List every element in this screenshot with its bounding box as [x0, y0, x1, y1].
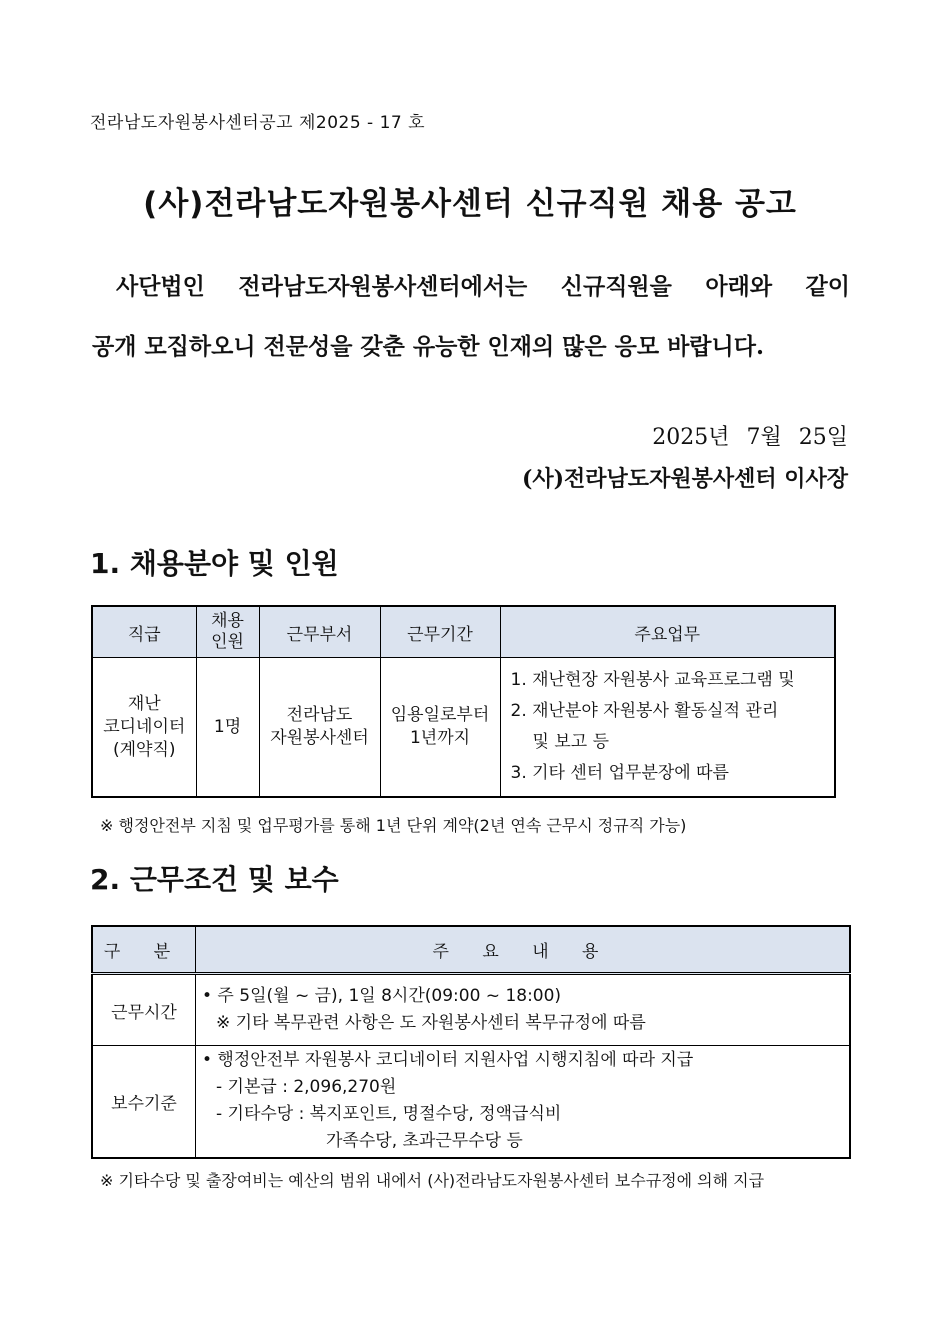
section-2-note: ※ 기타수당 및 출장여비는 예산의 범위 내에서 (사)전라남도자원봉사센터 보수규정에 의해 지급	[100, 1171, 765, 1190]
duty-3: 3. 기타 센터 업무분장에 따름	[510, 763, 729, 783]
recruitment-table	[91, 605, 836, 798]
position-line-1: 재난	[127, 693, 161, 714]
header-content: 주 요 내 용	[196, 926, 851, 974]
section-1-heading: 1. 채용분야 및 인원	[90, 547, 339, 580]
cell-duties	[500, 658, 835, 798]
pay-line-3: - 기타수당 : 복지포인트, 명절수당, 정액급식비	[216, 1104, 562, 1125]
signer: (사)전라남도자원봉사센터 이사장	[521, 466, 848, 492]
duty-1: 1. 재난현장 자원봉사 교육프로그램 및	[510, 670, 795, 690]
page-title: (사)전라남도자원봉사센터 신규직원 채용 공고	[143, 186, 797, 222]
duty-2-continued: 및 보고 등	[532, 732, 609, 752]
cell-period	[380, 658, 500, 798]
header-count-line-1: 채용	[211, 611, 244, 631]
pay-label: 보수기준	[92, 1046, 196, 1158]
announcement-date: 2025년 7월 25일	[652, 425, 848, 450]
notice-number: 전라남도자원봉사센터공고 제2025 - 17 호	[90, 113, 426, 133]
section-1-note: ※ 행정안전부 지침 및 업무평가를 통해 1년 단위 계약(2년 연속 근무시 정규직 가능)	[100, 816, 687, 835]
hours-line-1: • 주 5일(월 ~ 금), 1일 8시간(09:00 ~ 18:00)	[202, 986, 562, 1006]
period-line-2: 1년까지	[409, 728, 471, 748]
pay-line-1: • 행정안전부 자원봉사 코디네이터 지원사업 시행지침에 따라 지급	[202, 1050, 694, 1071]
table-header-row	[92, 606, 835, 658]
section-2-heading: 2. 근무조건 및 보수	[90, 863, 339, 896]
conditions-table	[91, 925, 851, 1159]
header-position: 직급	[92, 606, 196, 658]
table-header-row	[92, 926, 850, 974]
cell-department	[259, 658, 380, 798]
pay-line-2: - 기본급 : 2,096,270원	[216, 1077, 397, 1098]
pay-line-4: 가족수당, 초과근무수당 등	[326, 1131, 523, 1152]
header-department: 근무부서	[259, 606, 380, 658]
header-duties: 주요업무	[500, 606, 835, 658]
table-row	[92, 658, 835, 798]
department-line-2: 자원봉사센터	[270, 728, 369, 748]
duty-2: 2. 재난분야 자원봉사 활동실적 관리	[510, 701, 779, 721]
intro-line-1: 사단법인 전라남도자원봉사센터에서는 신규직원을 아래와 같이	[116, 273, 850, 300]
cell-position	[92, 658, 196, 798]
header-count	[196, 606, 259, 658]
hours-label: 근무시간	[92, 974, 196, 1046]
table-row	[92, 974, 850, 1046]
hours-content	[196, 974, 851, 1046]
table-row	[92, 1046, 850, 1158]
cell-count: 1명	[196, 658, 259, 798]
header-category: 구 분	[92, 926, 196, 974]
period-line-1: 임용일로부터	[390, 705, 490, 725]
header-period: 근무기간	[380, 606, 500, 658]
department-line-1: 전라남도	[286, 705, 353, 725]
position-line-2: 코디네이터	[103, 716, 186, 737]
position-line-3: (계약직)	[112, 739, 176, 760]
intro-line-2: 공개 모집하오니 전문성을 갖춘 유능한 인재의 많은 응모 바랍니다.	[92, 333, 764, 360]
hours-line-2: ※ 기타 복무관련 사항은 도 자원봉사센터 복무규정에 따름	[216, 1013, 646, 1033]
pay-content	[196, 1046, 851, 1158]
header-count-line-2: 인원	[211, 632, 244, 652]
